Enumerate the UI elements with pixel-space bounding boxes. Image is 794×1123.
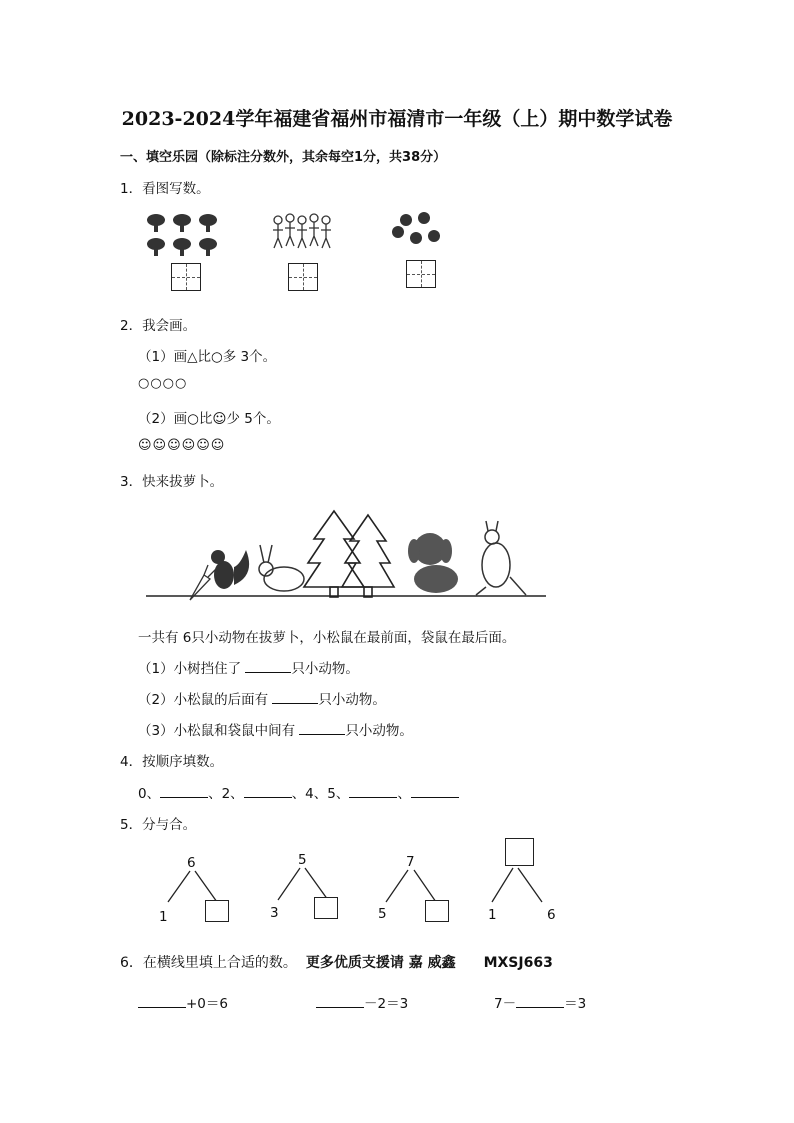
blank-seq-1[interactable]	[160, 785, 208, 798]
question-2-part-1: （1）画△比○多 3个。	[138, 349, 277, 365]
answer-box-apples[interactable]	[406, 260, 436, 288]
dog-icon	[408, 533, 458, 593]
blank-seq-2[interactable]	[244, 785, 292, 798]
question-6-stem: 6．在横线里填上合适的数。 更多优质支援请 嘉 威鑫 MXSJ663	[120, 955, 553, 971]
bond-1-total: 6	[187, 855, 196, 871]
question-5-stem: 5．分与合。	[120, 817, 197, 833]
question-2-stem: 2．我会画。	[120, 318, 197, 334]
circles-row: ○○○○	[138, 376, 188, 391]
question-1-stem: 1．看图写数。	[120, 181, 210, 197]
question-3-part-3: （3）小松鼠和袋鼠中间有 只小动物。	[138, 723, 413, 739]
bond-3-total: 7	[406, 854, 415, 870]
equation-2: －2＝3	[316, 992, 408, 1012]
bond-4-left-part: 1	[488, 907, 497, 923]
bond-3-answer-box[interactable]	[425, 900, 449, 922]
question-3-part-2: （2）小松鼠的后面有 只小动物。	[138, 692, 386, 708]
question-3-part-1: （1）小树挡住了 只小动物。	[138, 661, 359, 677]
bond-2-part: 3	[270, 905, 279, 921]
blank-eq-1[interactable]	[138, 995, 186, 1008]
question-4-stem: 4．按顺序填数。	[120, 754, 224, 770]
smileys-row: ☺☺☺☺☺☺	[138, 438, 226, 453]
kangaroo-icon	[476, 521, 526, 595]
apple-icon	[392, 212, 440, 244]
blank-trees[interactable]	[245, 660, 291, 673]
carrot-icon	[190, 565, 216, 600]
question-3-intro: 一共有 6只小动物在拔萝卜，小松鼠在最前面，袋鼠在最后面。	[138, 630, 516, 646]
blank-eq-3[interactable]	[516, 995, 564, 1008]
blank-seq-4[interactable]	[411, 785, 459, 798]
blank-between[interactable]	[299, 722, 345, 735]
bond-1-answer-box[interactable]	[205, 900, 229, 922]
question-3-stem: 3．快来拔萝卜。	[120, 474, 224, 490]
equation-3: 7－ ＝3	[494, 996, 587, 1012]
equation-1: +0＝6	[138, 992, 228, 1012]
bond-3-part: 5	[378, 906, 387, 922]
blank-seq-3[interactable]	[349, 785, 397, 798]
promo-text: 更多优质支援请 嘉 威鑫 MXSJ663	[305, 955, 553, 971]
children-icon	[273, 214, 331, 248]
section-heading: 一、填空乐园（除标注分数外，其余每空1分，共38分）	[120, 150, 447, 165]
blank-behind-squirrel[interactable]	[272, 691, 318, 704]
bond-2-total: 5	[298, 852, 307, 868]
bond-4-answer-box[interactable]	[505, 838, 534, 866]
bond-1-part: 1	[159, 909, 168, 925]
squirrel-icon	[211, 550, 249, 589]
rabbit-icon	[259, 545, 304, 591]
number-sequence: 0、 、2、 、4、5、 、	[138, 782, 459, 802]
tree-icon	[304, 511, 394, 597]
bond-2-answer-box[interactable]	[314, 897, 338, 919]
answer-box-children[interactable]	[288, 263, 318, 291]
question-2-part-2: （2）画○比☺少 5个。	[138, 411, 280, 427]
carrot-pulling-illustration	[146, 505, 548, 605]
answer-box-mushrooms[interactable]	[171, 263, 201, 291]
bond-4-right-part: 6	[547, 907, 556, 923]
page-title: 2023-2024学年福建省福州市福清市一年级（上）期中数学试卷	[121, 108, 673, 130]
mushroom-icon	[147, 214, 217, 256]
blank-eq-2[interactable]	[316, 995, 364, 1008]
